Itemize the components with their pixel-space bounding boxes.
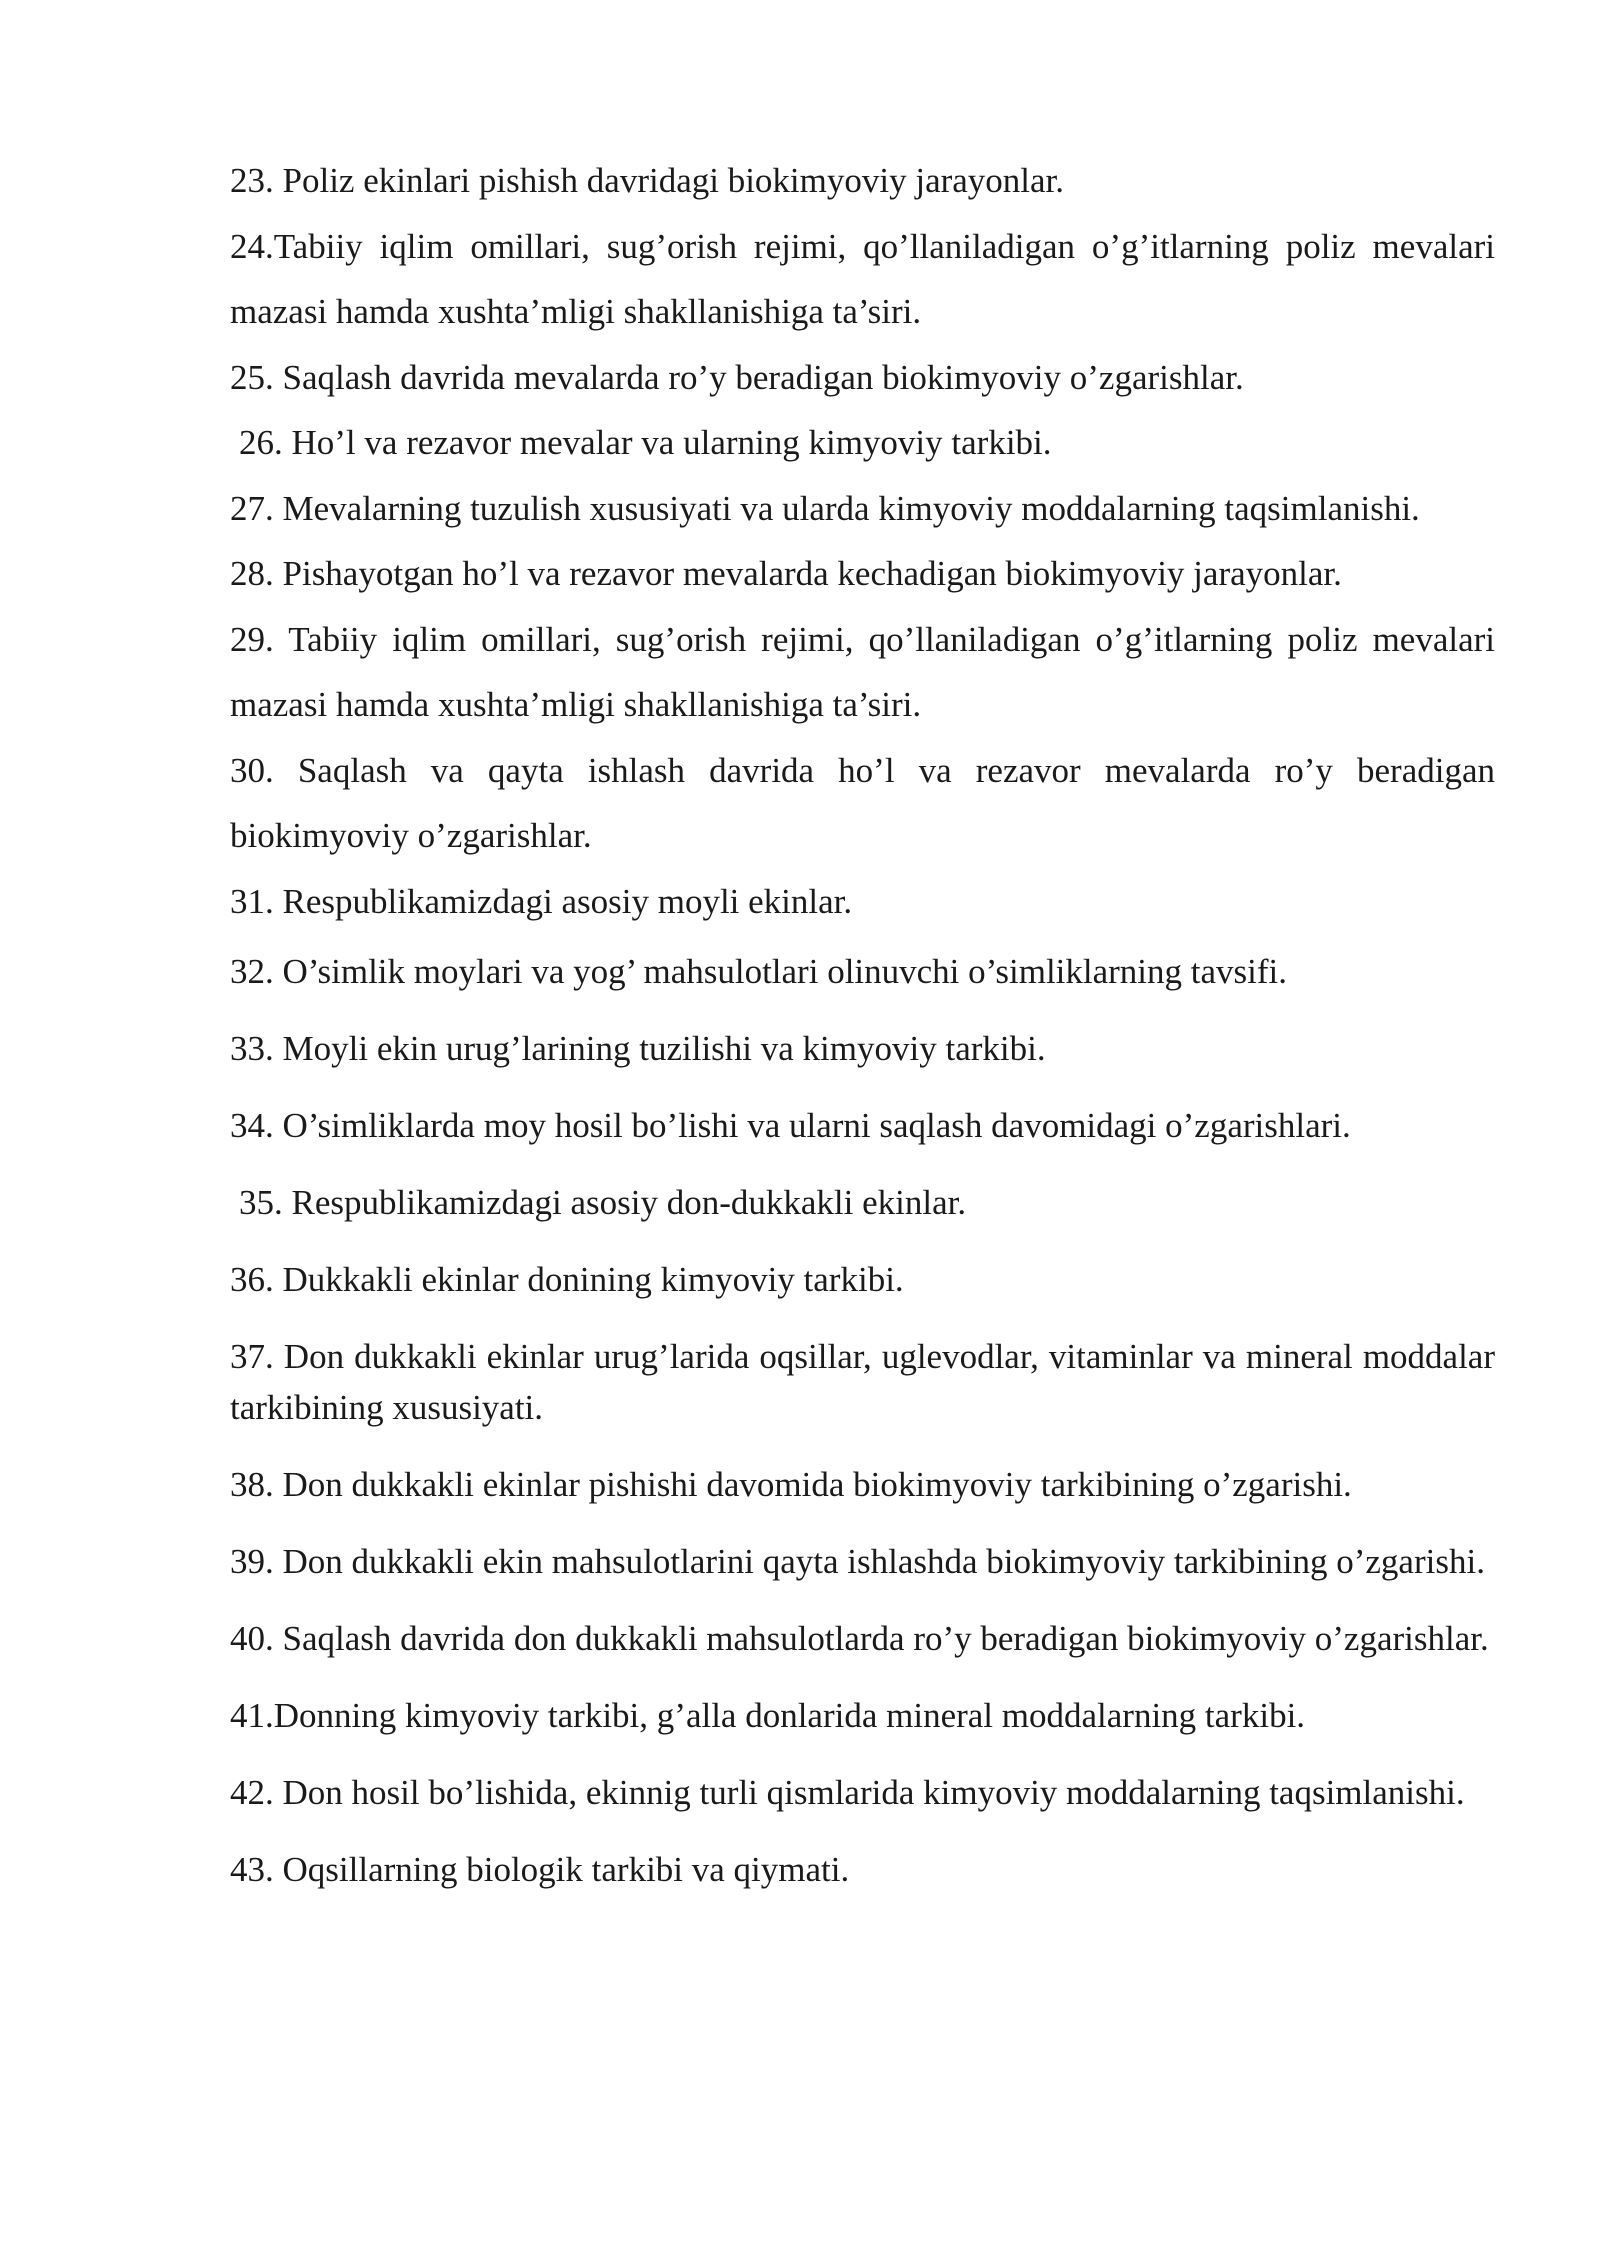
list-item: 30. Saqlash va qayta ishlash davrida ho’l va rezavor mevalarda ro’y beradigan biokimyoviy o’zgarishlar. (230, 750, 1495, 855)
list-item: 42. Don hosil bo’lishida, ekinnig turli qismlarida kimyoviy moddalarning taqsimlanishi. (230, 1773, 1465, 1812)
list-item: 29. Tabiiy iqlim omillari, sug’orish rejimi, qo’llaniladigan o’g’itlarning poliz mevalari mazasi hamda xushta’mligi shakllanishiga ta’siri. (230, 619, 1495, 724)
list-item: 40. Saqlash davrida don dukkakli mahsulotlarda ro’y beradigan biokimyoviy o’zgarishlar. (230, 1619, 1489, 1658)
document-body (230, 148, 1495, 1921)
list-item: 28. Pishayotgan ho’l va rezavor mevalarda kechadigan biokimyoviy jarayonlar. (230, 554, 1342, 593)
list-item: 41.Donning kimyoviy tarkibi, g’alla donlarida mineral moddalarning tarkibi. (230, 1696, 1306, 1735)
list-item: 43. Oqsillarning biologik tarkibi va qiymati. (230, 1850, 850, 1889)
list-item: 37. Don dukkakli ekinlar urug’larida oqsillar, uglevodlar, vitaminlar va mineral moddalar tarkibining xususiyati. (230, 1337, 1495, 1427)
list-item: 38. Don dukkakli ekinlar pishishi davomida biokimyoviy tarkibining o’zgarishi. (230, 1465, 1352, 1504)
list-item: 35. Respublikamizdagi asosiy don-dukkakli ekinlar. (239, 1183, 967, 1222)
list-item: 33. Moyli ekin urug’larining tuzilishi va kimyoviy tarkibi. (230, 1029, 1046, 1068)
list-item: 24.Tabiiy iqlim omillari, sug’orish rejimi, qo’llaniladigan o’g’itlarning poliz mevalari mazasi hamda xushta’mligi shakllanishiga ta’siri. (230, 226, 1495, 331)
topic-list-part-1 (230, 148, 1495, 934)
list-item: 26. Ho’l va rezavor mevalar va ularning kimyoviy tarkibi. (239, 423, 1052, 462)
list-item: 34. O’simliklarda moy hosil bo’lishi va ularni saqlash davomidagi o’zgarishlari. (230, 1106, 1351, 1145)
list-item: 31. Respublikamizdagi asosiy moyli ekinlar. (230, 881, 853, 921)
list-item: 32. O’simlik moylari va yog’ mahsulotlari olinuvchi o’simliklarning tavsifi. (230, 952, 1288, 991)
list-item: 25. Saqlash davrida mevalarda ro’y beradigan biokimyoviy o’zgarishlar. (230, 357, 1244, 397)
list-item: 39. Don dukkakli ekin mahsulotlarini qayta ishlashda biokimyoviy tarkibining o’zgarishi. (230, 1542, 1485, 1581)
topic-list-part-2 (230, 946, 1495, 1895)
list-item: 23. Poliz ekinlari pishish davridagi biokimyoviy jarayonlar. (230, 161, 1065, 200)
list-item: 36. Dukkakli ekinlar donining kimyoviy tarkibi. (230, 1260, 904, 1299)
list-item: 27. Mevalarning tuzulish xususiyati va ularda kimyoviy moddalarning taqsimlanishi. (230, 488, 1420, 528)
